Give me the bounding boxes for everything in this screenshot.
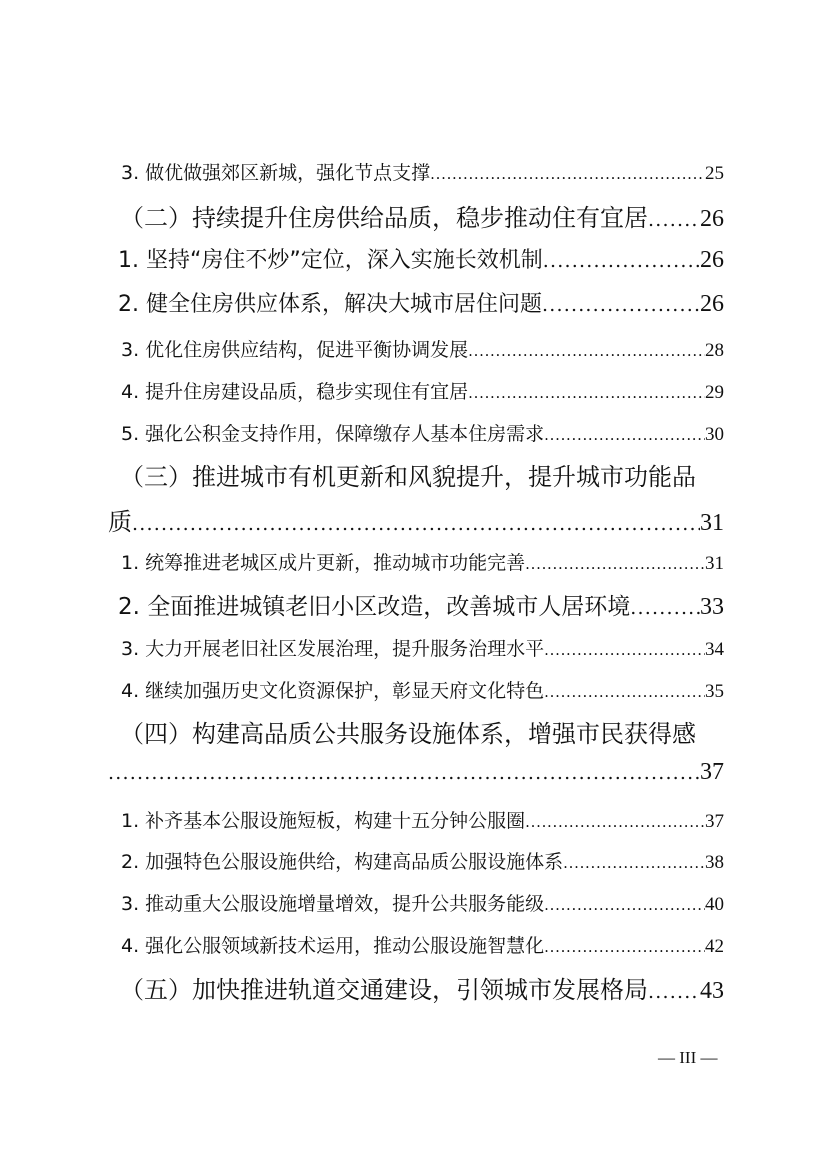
toc-entry[interactable] — [118, 588, 724, 621]
toc-entry[interactable] — [121, 335, 724, 362]
dot-leader — [525, 555, 705, 573]
toc-entry[interactable] — [120, 198, 724, 233]
toc-entry[interactable] — [121, 419, 724, 446]
toc-entry-title: （五）加快推进轨道交通建设，引领城市发展格局 — [120, 976, 648, 1004]
toc-entry[interactable] — [121, 931, 724, 958]
toc-entry-title: 4. 继续加强历史文化资源保护，彰显天府文化特色 — [121, 680, 545, 702]
dot-leader — [544, 896, 705, 914]
toc-entry-page: 34 — [705, 639, 724, 660]
toc-entry-page: 26 — [700, 291, 724, 317]
dot-leader — [563, 854, 705, 872]
toc-entry-page: 25 — [705, 163, 724, 184]
toc-entry[interactable] — [121, 676, 724, 703]
toc-entry[interactable] — [121, 548, 724, 575]
toc-entry-title: 3. 做优做强郊区新城，强化节点支撑 — [121, 162, 431, 184]
toc-entry-page: 33 — [700, 594, 724, 620]
toc-entry-page: 31 — [700, 510, 724, 536]
toc-entry-page: 42 — [705, 936, 724, 957]
toc-entry-title: 4. 强化公服领域新技术运用，推动公服设施智慧化 — [121, 935, 545, 957]
dot-leader — [132, 513, 700, 535]
toc-entry[interactable] — [118, 243, 724, 274]
dot-leader — [544, 938, 705, 956]
toc-entry-page: 40 — [705, 894, 724, 915]
toc-entry-title: 2. 加强特色公服设施供给，构建高品质公服设施体系 — [121, 851, 564, 873]
dot-leader — [542, 294, 700, 316]
toc-entry-title: 1. 统筹推进老城区成片更新，推动城市功能完善 — [121, 552, 526, 574]
dot-leader — [544, 641, 705, 659]
toc-entry[interactable] — [120, 970, 724, 1005]
toc-entry-title: 2. 健全住房供应体系，解决大城市居住问题 — [118, 292, 542, 317]
toc-entry-title: 3. 优化住房供应结构，促进平衡协调发展 — [121, 339, 469, 361]
toc-entry[interactable] — [121, 634, 724, 661]
toc-entry-title-continued: 质 — [108, 508, 132, 536]
toc-entry-title: （二）持续提升住房供给品质，稳步推动住有宜居 — [120, 204, 648, 232]
dot-leader — [544, 426, 705, 444]
toc-entry-title: （三）推进城市有机更新和风貌提升，提升城市功能品 — [120, 463, 696, 491]
toc-entry[interactable] — [121, 847, 724, 874]
toc-entry-title: （四）构建高品质公共服务设施体系，增强市民获得感 — [120, 720, 696, 748]
toc-entry[interactable] — [121, 889, 724, 916]
toc-entry-title: 5. 强化公积金支持作用，保障缴存人基本住房需求 — [121, 423, 545, 445]
toc-entry[interactable] — [121, 806, 724, 833]
toc-entry-page: 29 — [705, 382, 724, 403]
dot-leader — [468, 384, 705, 402]
dot-leader — [108, 762, 700, 784]
toc-entry-title: 4. 提升住房建设品质，稳步实现住有宜居 — [121, 381, 469, 403]
toc-entry-page: 28 — [705, 340, 724, 361]
toc-entry-page: 31 — [705, 553, 724, 574]
dot-leader — [544, 683, 705, 701]
toc-entry[interactable] — [118, 287, 724, 318]
dot-leader — [468, 342, 705, 360]
toc-entry[interactable] — [121, 377, 724, 404]
toc-entry-page: 35 — [705, 681, 724, 702]
dot-leader — [525, 813, 705, 831]
toc-entry-title: 2. 全面推进城镇老旧小区改造，改善城市人居环境 — [118, 594, 631, 620]
toc-entry-page: 43 — [700, 978, 724, 1004]
toc-entry-line1[interactable] — [120, 457, 724, 492]
toc-entry-page: 26 — [700, 247, 724, 273]
toc-entry-title: 1. 坚持“房住不炒”定位，深入实施长效机制 — [118, 248, 543, 273]
toc-entry-line2[interactable] — [108, 759, 724, 786]
dot-leader — [630, 597, 700, 619]
toc-entry-page: 38 — [705, 852, 724, 873]
toc-entry-page: 30 — [705, 424, 724, 445]
toc-entry-title: 3. 大力开展老旧社区发展治理，提升服务治理水平 — [121, 638, 545, 660]
toc-entry-line1[interactable] — [120, 714, 724, 749]
dot-leader — [648, 981, 700, 1003]
toc-entry-page: 37 — [700, 759, 724, 785]
dot-leader — [648, 209, 700, 231]
toc-entry-title: 3. 推动重大公服设施增量增效，提升公共服务能级 — [121, 893, 545, 915]
toc-entry-page: 26 — [700, 206, 724, 232]
toc-entry[interactable] — [121, 158, 724, 185]
page-number-footer: — III — — [658, 1048, 718, 1067]
dot-leader — [430, 165, 705, 183]
toc-entry-title: 1. 补齐基本公服设施短板，构建十五分钟公服圈 — [121, 810, 526, 832]
dot-leader — [543, 250, 700, 272]
toc-entry-page: 37 — [705, 811, 724, 832]
toc-entry-line2[interactable] — [108, 502, 724, 537]
